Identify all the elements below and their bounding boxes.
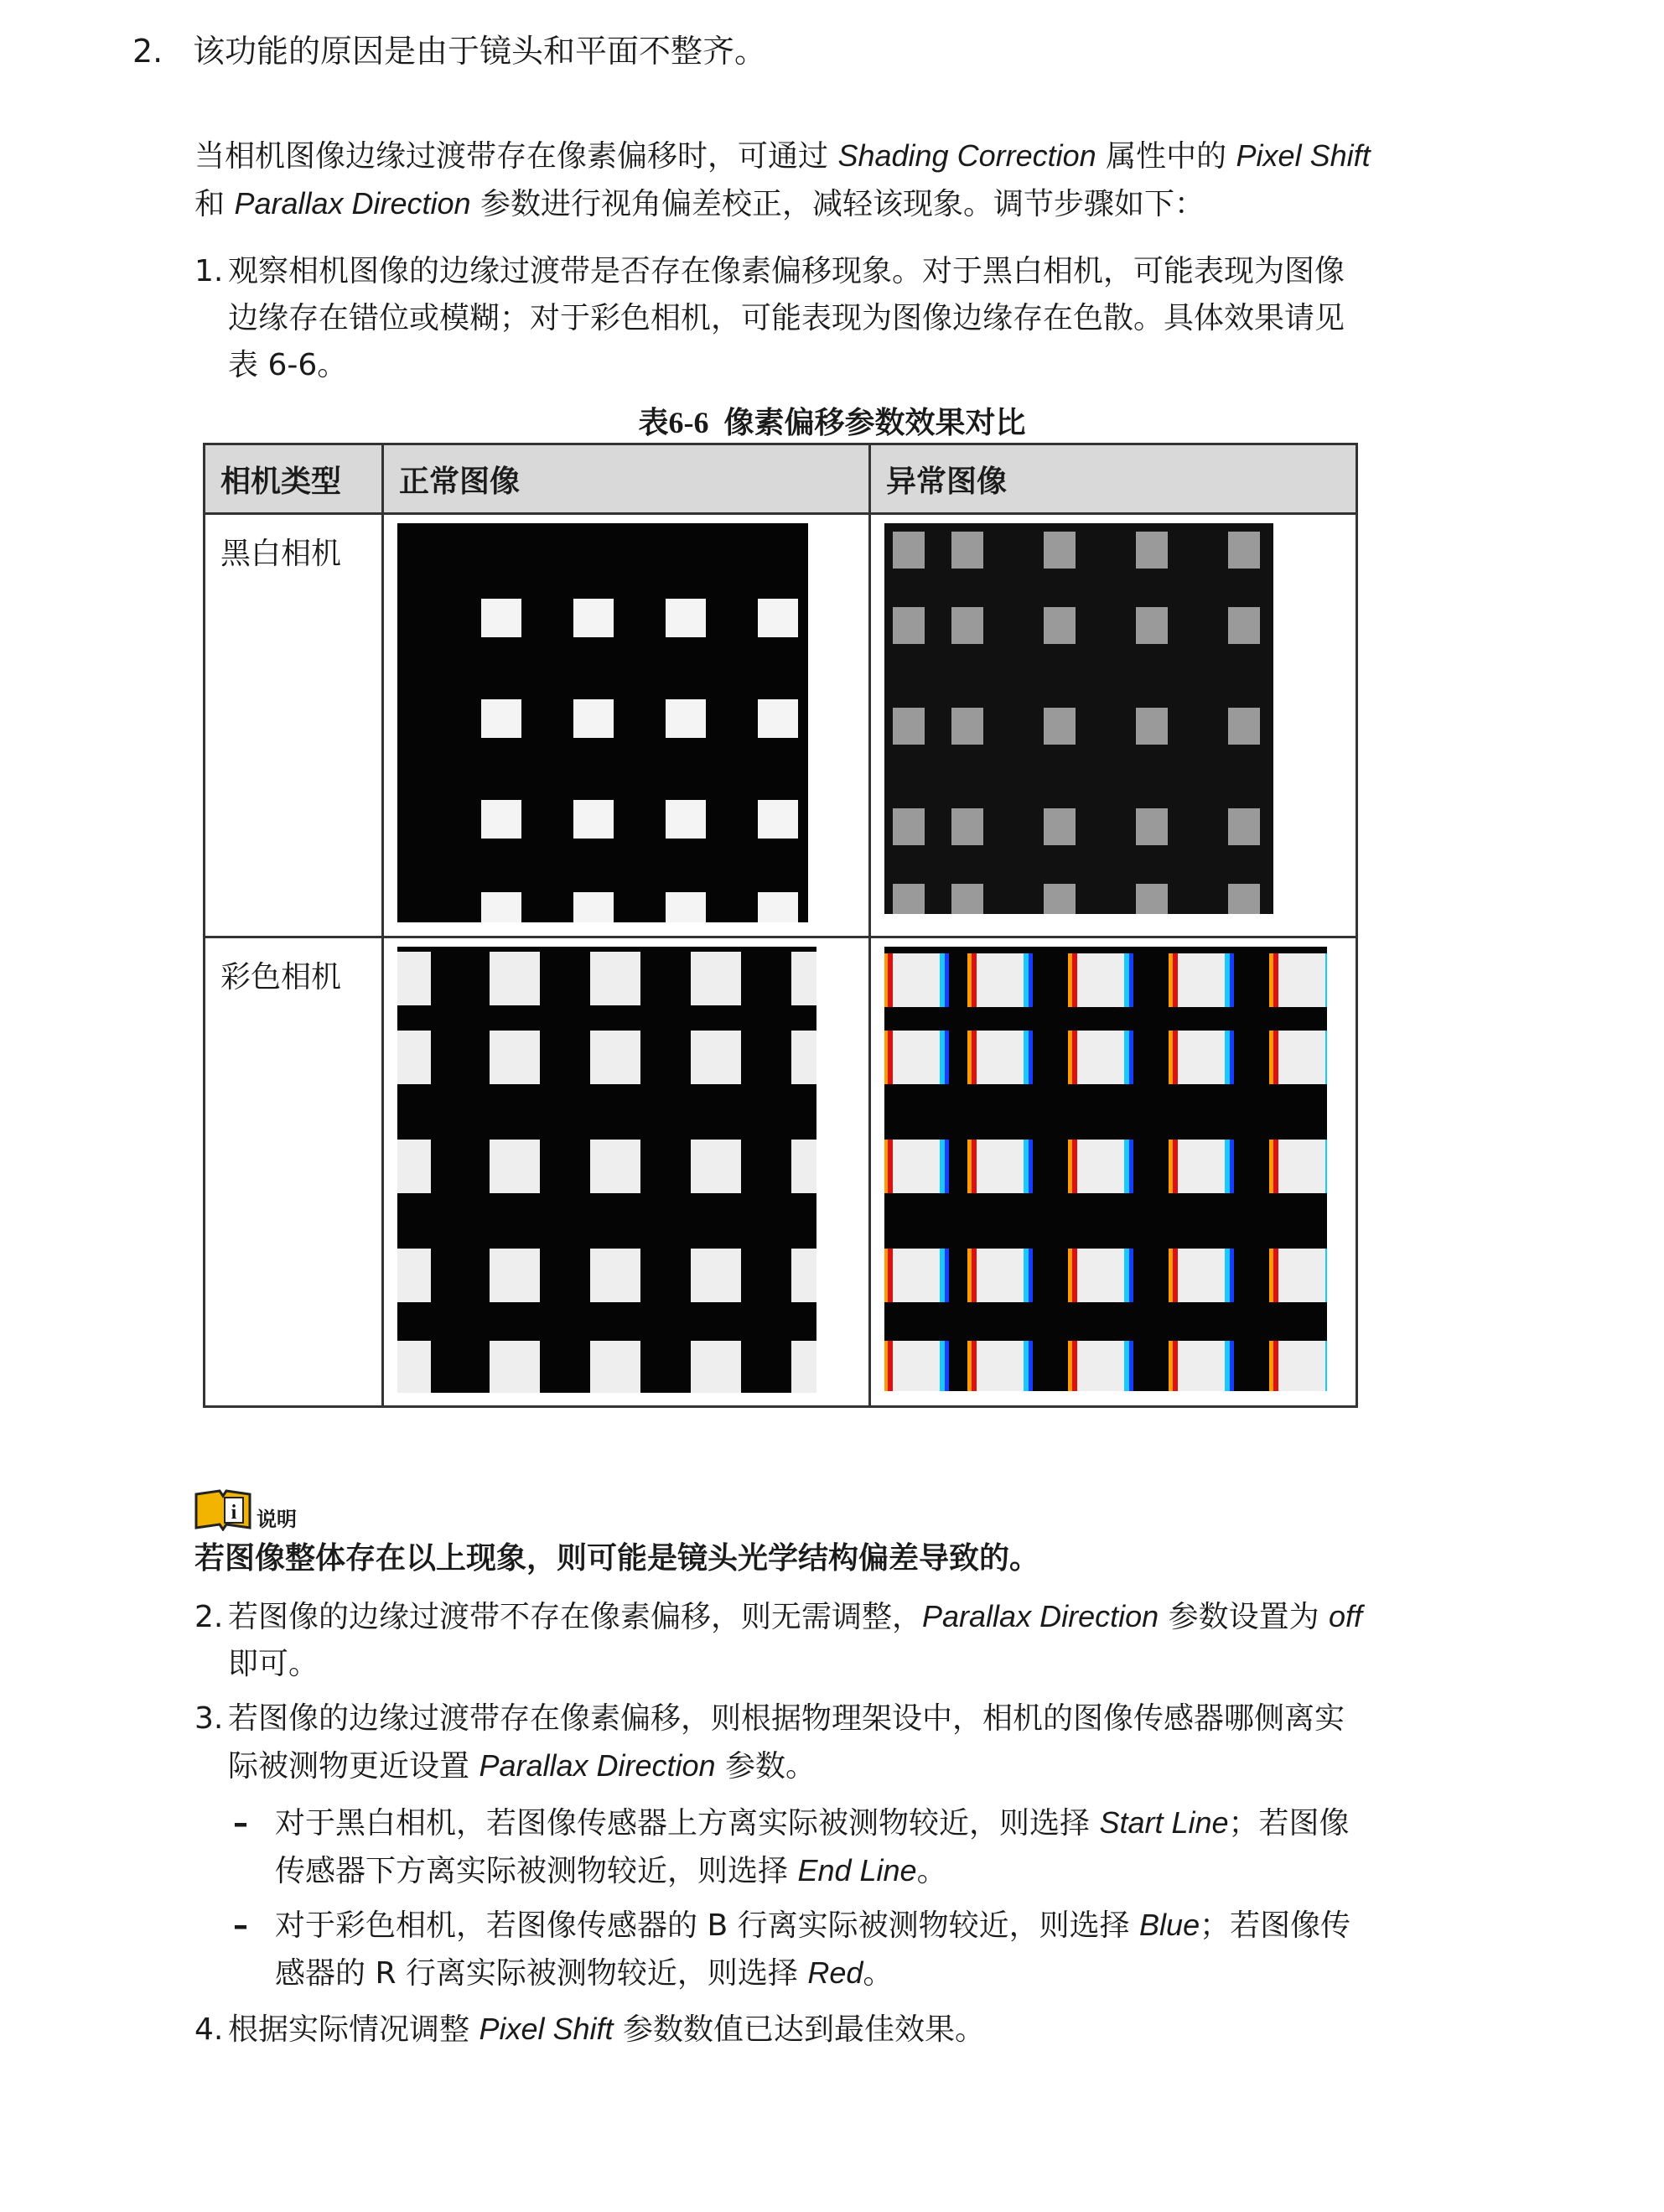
table-row-mono: [205, 514, 1357, 937]
sub-color-text-1: 对于彩色相机，若图像传感器的 B 行离实际被测物较近，则选择: [275, 1908, 1140, 1943]
color-normal-image: [397, 947, 816, 1393]
dash-bullet: –: [233, 1908, 248, 1943]
pixel-shift-term: Pixel Shift: [1236, 138, 1371, 173]
sub-mono-text-4: 。: [916, 1854, 947, 1888]
pattern-square: [1044, 808, 1076, 845]
step-2-text-1: 若图像的边缘过渡带不存在像素偏移，则无需调整，: [228, 1600, 923, 1634]
pattern-square: [590, 1031, 640, 1084]
pattern-square: [691, 1031, 741, 1084]
pattern-square: [397, 1031, 431, 1084]
step-3-sub-mono: [233, 1799, 1457, 1895]
pattern-square: [691, 1249, 741, 1302]
pattern-square: [951, 532, 983, 569]
pattern-square: [1278, 1249, 1325, 1302]
color-normal-cell: [383, 937, 870, 1407]
step-3-line-1: 若图像的边缘过渡带存在像素偏移，则根据物理架设中，相机的图像传感器哪侧离实: [228, 1701, 1345, 1736]
intro-text-1: 当相机图像边缘过渡带存在像素偏移时，可通过: [194, 139, 838, 174]
pattern-square: [791, 1031, 816, 1084]
pattern-square: [1228, 708, 1260, 745]
color-abnormal-cell: [870, 937, 1357, 1407]
note-text: 若图像整体存在以上现象，则可能是镜头光学结构偏差导致的。: [194, 1541, 1040, 1576]
pattern-square: [1136, 607, 1168, 644]
step-2-value: off: [1329, 1599, 1363, 1633]
pattern-square: [893, 532, 925, 569]
step-4-param: Pixel Shift: [479, 2012, 614, 2046]
step-2-number: 2.: [194, 1600, 224, 1634]
step-3-number: 3.: [194, 1701, 224, 1736]
pattern-square: [691, 1341, 741, 1393]
pattern-square: [1278, 1140, 1325, 1193]
mono-normal-cell: [383, 514, 870, 937]
row-label-mono: 黑白相机: [205, 514, 383, 937]
pattern-square: [397, 1140, 431, 1193]
pattern-square: [951, 607, 983, 644]
color-abnormal-image: [884, 947, 1327, 1391]
pattern-square: [893, 1249, 940, 1302]
pattern-square: [691, 952, 741, 1005]
pattern-square: [1077, 1140, 1124, 1193]
pattern-square: [1278, 1341, 1325, 1391]
header-abnormal-image: 异常图像: [870, 444, 1357, 514]
pattern-square: [977, 1249, 1024, 1302]
pattern-square: [1178, 1249, 1225, 1302]
pattern-square: [893, 808, 925, 845]
parallax-direction-term: Parallax Direction: [234, 186, 471, 221]
pattern-square: [1136, 808, 1168, 845]
step-4-text-2: 参数数值已达到最佳效果。: [613, 2012, 985, 2047]
pattern-square: [758, 599, 798, 637]
header-normal-image: 正常图像: [383, 444, 870, 514]
pattern-square: [1044, 532, 1076, 569]
pattern-square: [1178, 1140, 1225, 1193]
pattern-square: [490, 1249, 540, 1302]
pattern-square: [1228, 808, 1260, 845]
heading-text: 该功能的原因是由于镜头和平面不整齐。: [193, 33, 767, 70]
step-2: [194, 1593, 1469, 1688]
pattern-square: [397, 1341, 431, 1393]
pattern-square: [977, 953, 1024, 1007]
pattern-square: [490, 952, 540, 1005]
pattern-square: [1178, 1031, 1225, 1084]
pattern-square: [1044, 708, 1076, 745]
pattern-square: [1044, 607, 1076, 644]
step-2-param: Parallax Direction: [922, 1599, 1159, 1633]
step-1-line-1: 观察相机图像的边缘过渡带是否存在像素偏移现象。对于黑白相机，可能表现为图像: [228, 254, 1345, 288]
pattern-square: [893, 1341, 940, 1391]
sub-mono-text-1: 对于黑白相机，若图像传感器上方离实际被测物较近，则选择: [275, 1806, 1100, 1841]
step-2-line-2: 即可。: [228, 1647, 319, 1681]
blue-option: Blue: [1139, 1908, 1200, 1942]
pattern-square: [791, 1249, 816, 1302]
step-1-line-2: 边缘存在错位或模糊；对于彩色相机，可能表现为图像边缘存在色散。具体效果请见: [228, 301, 1345, 335]
pattern-square: [1228, 607, 1260, 644]
sub-color-text-4: 。: [863, 1956, 894, 1991]
pattern-square: [951, 884, 983, 914]
step-3-line-2: [194, 1742, 1469, 1790]
pattern-square: [666, 892, 706, 922]
table-header-row: [205, 444, 1357, 514]
pattern-square: [893, 1031, 940, 1084]
mono-abnormal-cell: [870, 514, 1357, 937]
table-caption-title: 像素偏移参数效果对比: [723, 406, 1026, 440]
step-3-sub-color: [233, 1902, 1457, 1997]
pattern-square: [397, 952, 431, 1005]
row-label-color: 彩色相机: [205, 937, 383, 1407]
step-3-param: Parallax Direction: [479, 1748, 716, 1783]
sub-mono-text-3: 传感器下方离实际被测物较近，则选择: [275, 1854, 798, 1888]
pattern-square: [481, 892, 521, 922]
pattern-square: [590, 952, 640, 1005]
sub-color-line-2: [233, 1950, 1457, 1997]
pattern-square: [791, 1140, 816, 1193]
pattern-square: [1178, 953, 1225, 1007]
step-3-text-2b: 参数。: [715, 1749, 816, 1784]
end-line-option: End Line: [797, 1853, 917, 1887]
section-heading: [132, 25, 766, 71]
table-row-color: [205, 937, 1357, 1407]
pattern-square: [893, 953, 940, 1007]
pattern-square: [1278, 1031, 1325, 1084]
pattern-square: [666, 599, 706, 637]
pattern-square: [691, 1140, 741, 1193]
pattern-square: [893, 884, 925, 914]
pattern-square: [590, 1249, 640, 1302]
pattern-square: [1136, 708, 1168, 745]
pattern-square: [1178, 1341, 1225, 1391]
step-2-text-2: 参数设置为: [1159, 1600, 1330, 1634]
step-3-text-2a: 际被测物更近设置: [228, 1749, 480, 1784]
pattern-square: [490, 1341, 540, 1393]
pattern-square: [791, 952, 816, 1005]
pattern-square: [666, 800, 706, 839]
intro-text-4: 参数进行视角偏差校正，减轻该现象。调节步骤如下：: [470, 187, 1205, 221]
start-line-option: Start Line: [1099, 1805, 1229, 1840]
svg-text:i: i: [231, 1502, 237, 1524]
pattern-square: [951, 708, 983, 745]
pattern-square: [1278, 953, 1325, 1007]
pattern-square: [977, 1341, 1024, 1391]
pattern-square: [573, 800, 614, 839]
pattern-square: [481, 800, 521, 839]
pattern-square: [1077, 1249, 1124, 1302]
pattern-square: [397, 1249, 431, 1302]
pattern-square: [758, 892, 798, 922]
pattern-square: [666, 699, 706, 738]
mono-abnormal-image: [884, 523, 1273, 914]
comparison-table: [203, 443, 1358, 1408]
pattern-square: [893, 607, 925, 644]
sub-color-text-3: 感器的 R 行离实际被测物较近，则选择: [275, 1956, 808, 1991]
pattern-square: [573, 599, 614, 637]
step-1: [194, 248, 1469, 389]
pattern-square: [1077, 1341, 1124, 1391]
pattern-square: [1077, 1031, 1124, 1084]
pattern-square: [1136, 532, 1168, 569]
note-title: 说明: [257, 1508, 297, 1531]
pattern-square: [573, 699, 614, 738]
step-3: [194, 1695, 1469, 1790]
step-1-line-3: 表 6-6。: [228, 348, 348, 382]
sub-mono-text-2: ；若图像: [1228, 1806, 1350, 1841]
pattern-square: [1228, 884, 1260, 914]
intro-paragraph: [194, 132, 1469, 228]
shading-correction-term: Shading Correction: [837, 138, 1096, 173]
pattern-square: [573, 892, 614, 922]
pattern-square: [590, 1140, 640, 1193]
table-caption-number: 表6-6: [638, 406, 709, 439]
step-4: [194, 2006, 1469, 2054]
pattern-square: [893, 1140, 940, 1193]
pattern-square: [893, 708, 925, 745]
pattern-square: [1136, 884, 1168, 914]
pattern-square: [758, 699, 798, 738]
sub-mono-line-2: [233, 1847, 1457, 1895]
step-4-number: 4.: [194, 2012, 224, 2047]
sub-color-text-2: ；若图像传: [1200, 1908, 1351, 1943]
table-caption: [0, 399, 1664, 442]
pattern-square: [481, 599, 521, 637]
intro-text-3: 和: [194, 187, 235, 221]
mono-normal-image: [397, 523, 808, 922]
pattern-square: [481, 699, 521, 738]
red-option: Red: [807, 1955, 863, 1990]
header-camera-type: 相机类型: [205, 444, 383, 514]
pattern-square: [1228, 532, 1260, 569]
pattern-square: [1044, 884, 1076, 914]
dash-bullet: –: [233, 1806, 248, 1841]
heading-number: 2.: [132, 33, 163, 70]
pattern-square: [977, 1031, 1024, 1084]
pattern-square: [758, 800, 798, 839]
pattern-square: [490, 1140, 540, 1193]
pattern-square: [977, 1140, 1024, 1193]
info-book-icon: [194, 1489, 251, 1531]
pattern-square: [590, 1341, 640, 1393]
step-1-number: 1.: [194, 254, 224, 288]
intro-text-2: 属性中的: [1096, 139, 1236, 174]
pattern-square: [490, 1031, 540, 1084]
step-4-text-1: 根据实际情况调整: [228, 2012, 480, 2047]
pattern-square: [1077, 953, 1124, 1007]
pattern-square: [791, 1341, 816, 1393]
pattern-square: [951, 808, 983, 845]
